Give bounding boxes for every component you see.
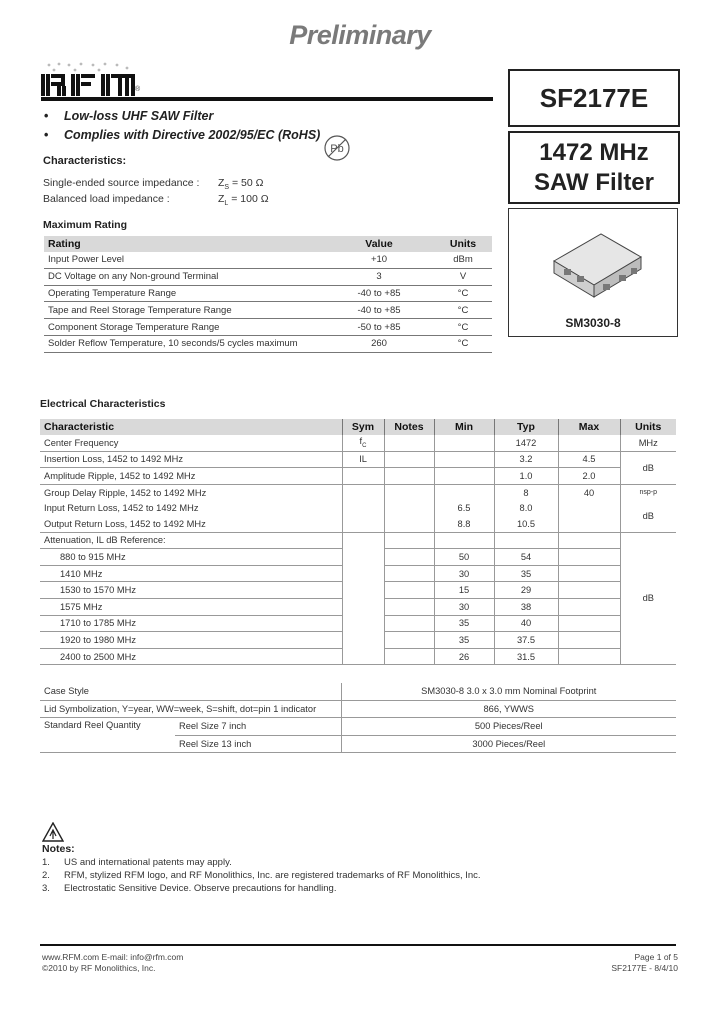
reel-7-value: 500 Pieces/Reel xyxy=(341,718,676,736)
note-item: 1. US and international patents may apply. xyxy=(42,857,232,868)
rfm-logo xyxy=(41,62,141,96)
reel-7-label: Reel Size 7 inch xyxy=(175,718,341,736)
rohs-pb-text: Pb xyxy=(330,143,344,155)
table-row: 1575 MHz 30 38 xyxy=(40,598,676,615)
general-info-table xyxy=(40,683,676,753)
feature-2: • Complies with Directive 2002/95/EC (RoHS) xyxy=(44,128,321,142)
table-row: Solder Reflow Temperature, 10 seconds/5 cycles maximum 260 °C xyxy=(44,335,492,352)
table-row: Tape and Reel Storage Temperature Range -40 to +85 °C xyxy=(44,302,492,319)
notes-title: Notes: xyxy=(42,843,75,855)
ec-header-characteristic: Characteristic xyxy=(40,419,342,435)
characteristics-title: Characteristics: xyxy=(43,155,127,167)
table-row: Input Power Level +10 dBm xyxy=(44,252,492,268)
note-item: 2. RFM, stylized RFM logo, and RF Monolithics, Inc. are registered trademarks of RF Monolithics, Inc. xyxy=(42,870,481,881)
ec-header-min: Min xyxy=(434,419,494,435)
table-row: 1410 MHz 30 35 xyxy=(40,565,676,582)
package-image xyxy=(509,209,677,317)
table-row: Output Return Loss, 1452 to 1492 MHz 8.8 10.5 xyxy=(40,516,676,532)
footer-copyright: ©2010 by RF Monolithics, Inc. xyxy=(42,963,156,973)
footer-doc-id: SF2177E - 8/4/10 xyxy=(611,963,678,973)
ec-header-sym: Sym xyxy=(342,419,384,435)
electrical-title: Electrical Characteristics xyxy=(40,398,166,410)
rohs-pb-free-icon xyxy=(322,133,352,163)
esd-warning-icon xyxy=(42,822,64,842)
package-label: SM3030-8 xyxy=(565,316,621,330)
table-row: 1710 to 1785 MHz 35 40 xyxy=(40,615,676,632)
electrical-header xyxy=(40,419,676,435)
lid-symbolization-label: Lid Symbolization, Y=year, WW=week, S=shift, dot=pin 1 indicator xyxy=(40,700,341,718)
note-item: 3. Electrostatic Sensitive Device. Observe precautions for handling. xyxy=(42,883,337,894)
table-row: 880 to 915 MHz 50 54 xyxy=(40,549,676,566)
source-impedance-value: $Z_S = 50$ Ω xyxy=(218,177,264,192)
max-rating-title: Maximum Rating xyxy=(43,219,128,231)
table-row: Input Return Loss, 1452 to 1492 MHz 6.5 8.0 dB xyxy=(40,500,676,516)
mr-header-value: Value xyxy=(324,236,434,252)
max-rating-header xyxy=(44,236,492,252)
footer-web-email: www.RFM.com E-mail: info@rfm.com xyxy=(42,952,184,962)
footer-page: Page 1 of 5 xyxy=(634,952,678,962)
logo-registered-mark: ® xyxy=(135,86,141,93)
table-row: Center Frequency $f_C$ 1472 MHz xyxy=(40,435,676,451)
table-row xyxy=(40,718,676,736)
table-row: Operating Temperature Range -40 to +85 °C xyxy=(44,285,492,302)
frequency-box xyxy=(508,131,680,204)
table-row: DC Voltage on any Non-ground Terminal 3 V xyxy=(44,268,492,285)
source-impedance-label: Single-ended source impedance : xyxy=(43,177,200,189)
ec-header-typ: Typ xyxy=(494,419,558,435)
mr-header-units: Units xyxy=(434,236,492,252)
table-row: 1920 to 1980 MHz 35 37.5 xyxy=(40,632,676,649)
part-number: SF2177E xyxy=(539,82,649,113)
table-row: 1530 to 1570 MHz 15 29 xyxy=(40,582,676,599)
ec-header-max: Max xyxy=(558,419,620,435)
load-impedance-value: $Z_L = 100$ Ω xyxy=(218,193,269,208)
max-rating-table xyxy=(44,236,492,353)
reel-quantity-label: Standard Reel Quantity xyxy=(40,718,175,753)
load-impedance-label: Balanced load impedance : xyxy=(43,193,170,205)
table-row xyxy=(40,700,676,718)
table-row: Component Storage Temperature Range -50 to +85 °C xyxy=(44,319,492,336)
product-type: SAW Filter xyxy=(533,168,654,196)
table-row xyxy=(40,683,676,700)
mr-header-rating: Rating xyxy=(44,236,324,252)
feature-1: • Low-loss UHF SAW Filter xyxy=(44,109,214,123)
table-row: 2400 to 2500 MHz 26 31.5 xyxy=(40,648,676,665)
reel-13-label: Reel Size 13 inch xyxy=(175,735,341,753)
frequency: 1472 MHz xyxy=(539,138,649,166)
footer-left xyxy=(42,952,183,974)
case-style-label: Case Style xyxy=(40,683,341,700)
part-number-box xyxy=(508,69,680,127)
table-row: Group Delay Ripple, 1452 to 1492 MHz 8 40 nsp-p xyxy=(40,484,676,500)
footer-rule xyxy=(40,944,676,946)
table-row: Insertion Loss, 1452 to 1492 MHz IL 3.2 4.5 dB xyxy=(40,451,676,468)
table-row: Amplitude Ripple, 1452 to 1492 MHz 1.0 2.0 xyxy=(40,468,676,485)
reel-13-value: 3000 Pieces/Reel xyxy=(341,735,676,753)
header-rule xyxy=(41,97,493,101)
ec-header-notes: Notes xyxy=(384,419,434,435)
ec-header-units: Units xyxy=(620,419,676,435)
notes-section xyxy=(42,843,481,895)
preliminary-label: Preliminary xyxy=(289,20,431,50)
lid-symbolization-value: 866, YWWS xyxy=(341,700,676,718)
table-row: Attenuation, IL dB Reference: dB xyxy=(40,532,676,549)
case-style-value: SM3030-8 3.0 x 3.0 mm Nominal Footprint xyxy=(341,683,676,700)
footer-right xyxy=(611,952,678,974)
electrical-table xyxy=(40,419,676,665)
